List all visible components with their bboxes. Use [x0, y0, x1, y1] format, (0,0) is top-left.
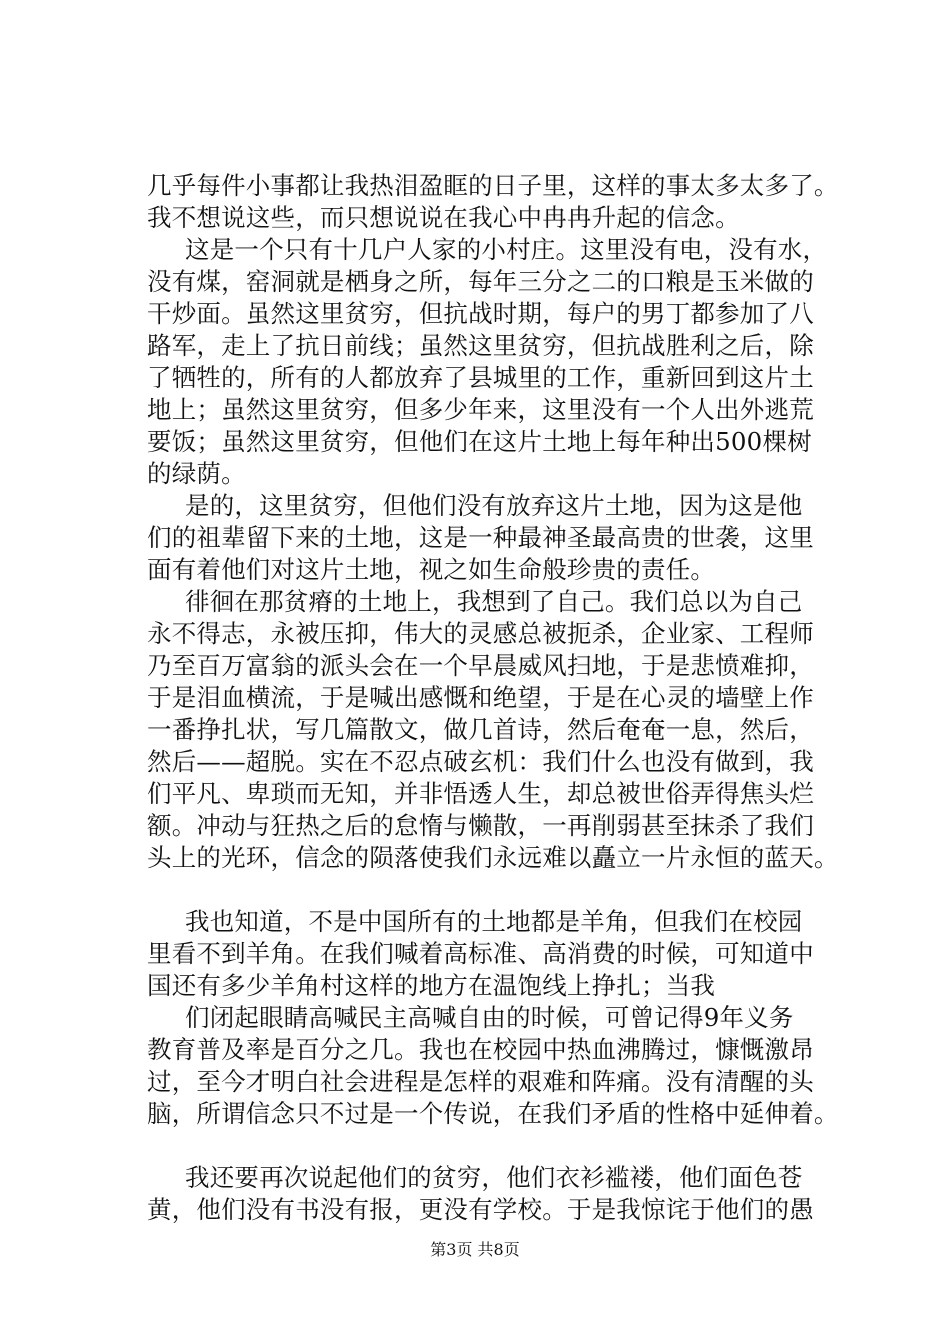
- text-line: 面有着他们对这片土地，视之如生命般珍贵的责任。: [147, 555, 716, 584]
- paragraph-start-line: 这是一个只有十几户人家的小村庄。这里没有电，没有水，: [185, 235, 828, 264]
- text-line: 头上的光环，信念的陨落使我们永远难以矗立一片永恒的蓝天。: [147, 843, 839, 872]
- text-line: 国还有多少羊角村这样的地方在温饱线上挣扎；当我: [147, 971, 716, 1000]
- paragraph-gap: [147, 1130, 847, 1162]
- paragraph-start-line: 徘徊在那贫瘠的土地上，我想到了自己。我们总以为自己: [185, 587, 803, 616]
- text-line: 黄，他们没有书没有报，更没有学校。于是我惊诧于他们的愚: [147, 1195, 814, 1224]
- paragraph-start-line: 是的，这里贫穷，但他们没有放弃这片土地，因为这是他: [185, 491, 803, 520]
- text-line: 没有煤，窑洞就是栖身之所，每年三分之二的口粮是玉米做的: [147, 267, 814, 296]
- text-line: 几乎每件小事都让我热泪盈眶的日子里，这样的事太多太多了。: [147, 171, 839, 200]
- text-line: 额。冲动与狂热之后的怠惰与懒散，一再削弱甚至抹杀了我们: [147, 811, 814, 840]
- text-line: 然后——超脱。实在不忍点破玄机：我们什么也没有做到，我: [147, 747, 814, 776]
- paragraph-start-line: 我还要再次说起他们的贫穷，他们衣衫褴褛，他们面色苍: [185, 1163, 803, 1192]
- text-line: 乃至百万富翁的派头会在一个早晨威风扫地，于是悲愤难抑，: [147, 651, 814, 680]
- text-line: 于是泪血横流，于是喊出感慨和绝望，于是在心灵的墙壁上作: [147, 683, 814, 712]
- text-line: 们平凡、卑琐而无知，并非悟透人生，却总被世俗弄得焦头烂: [147, 779, 814, 808]
- text-line: 们的祖辈留下来的土地，这是一种最神圣最高贵的世袭，这里: [147, 523, 814, 552]
- text-line: 干炒面。虽然这里贫穷，但抗战时期，每户的男丁都参加了八: [147, 299, 814, 328]
- page-number-footer: 第3页 共8页: [430, 1240, 520, 1259]
- text-line: 的绿荫。: [147, 459, 246, 488]
- text-line: 里看不到羊角。在我们喊着高标准、高消费的时候，可知道中: [147, 939, 814, 968]
- text-line: 一番挣扎状，写几篇散文，做几首诗，然后奄奄一息，然后，: [147, 715, 814, 744]
- text-line: 要饭；虽然这里贫穷，但他们在这片土地上每年种出500棵树: [147, 427, 812, 456]
- body-text: [147, 170, 847, 1226]
- text-line: 路军，走上了抗日前线；虽然这里贫穷，但抗战胜利之后，除: [147, 331, 814, 360]
- paragraph-start-line: 我也知道，不是中国所有的土地都是羊角，但我们在校园: [185, 907, 803, 936]
- paragraph-start-line: 们闭起眼睛高喊民主高喊自由的时候，可曾记得9年义务: [185, 1003, 794, 1032]
- text-line: 过，至今才明白社会进程是怎样的艰难和阵痛。没有清醒的头: [147, 1067, 814, 1096]
- text-line: 永不得志，永被压抑，伟大的灵感总被扼杀，企业家、工程师: [147, 619, 814, 648]
- text-line: 了牺牲的，所有的人都放弃了县城里的工作，重新回到这片土: [147, 363, 814, 392]
- paragraph-gap: [147, 874, 847, 906]
- text-line: 脑，所谓信念只不过是一个传说，在我们矛盾的性格中延伸着。: [147, 1099, 839, 1128]
- text-line: 地上；虽然这里贫穷，但多少年来，这里没有一个人出外逃荒: [147, 395, 814, 424]
- text-line: 教育普及率是百分之几。我也在校园中热血沸腾过，慷慨激昂: [147, 1035, 814, 1064]
- text-line: 我不想说这些，而只想说说在我心中冉冉升起的信念。: [147, 203, 740, 232]
